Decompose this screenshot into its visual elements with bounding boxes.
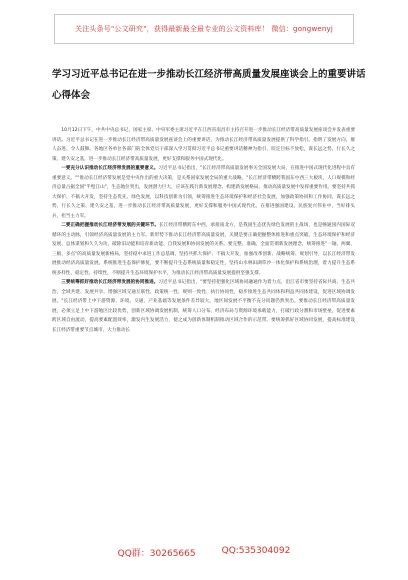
paragraph (52, 126, 355, 164)
footer-qq-group: QQ群：30265665 (117, 549, 196, 559)
paragraph-text: 习近平总书记指出，"长江经济带高质量发展事关全国发展大局，在推进中国式现代化进程中具有重要意义。""推动长江经济带发展是党中央作出的重大决策，是关系国家发展全局的重大战略。"长江经济带横跨我国东中西三大板块，人口规模和经济总量占据全国"半壁江山"，生态地位突出，发展潜力巨大，应该在践行新发展理念、构建新发展格局、推动高质量发展中发挥重要作用。要坚持共抓大保护、不搞大开发，坚持生态优先、绿色发展，以科技创新为引领，统筹推进生态环境保护和经济社会发展，加强政策协同和工作协同，谋长远之势、行长久之策、建久安之基，进一步推动长江经济带高质量发展，更好支撑和服务中国式现代化。在推进强国建设、民族复兴伟业中，当好排头兵，担当主力军。 (52, 166, 355, 219)
paragraph-text: 习近平总书记指出，"要坚持把强化区域协同融通作为着力点，沿江省市要坚持省际共商、生态共治、全域共建、发展共享，增强区域交通互联性、政策统一性、规则一致性、执行协同性，稳步推进生态共同体和利益共同体建设，促进区域协调发展。"长江经济带上中下游资源、环境、交通、产业基础等发展条件差异较大，地区间发展不平衡不充分问题仍然突出。要推动长江经济带高质量发展，必须立足上中下游地区比较优势，创新区域协调发展机制，统筹人口分布、经济布局与资源环境承载能力，打破行政分割和市场壁垒，促进要素跨区域自由流动，提高要素配置效率，激发内生发展活力，使之成为创新体制机制推动区域合作的示范带。要统筹抓好区域协同发展，提高标准建设长江经济带重要节点城市，大力推动长 (52, 280, 355, 333)
paragraph (52, 278, 355, 335)
footer-contact (0, 546, 408, 559)
paragraph-lead: 三要统筹抓好推动长江经济带发展的协同推进。 (61, 280, 159, 285)
document-body (52, 126, 355, 335)
banner-text: 关注头条号"公文研究"，获得最新最全最专业的公文资料库！ 微信：gongwenyj (74, 25, 334, 33)
page-title: 学习习近平总书记在进一步推动长江经济带高质量发展座谈会上的重要讲话心得体会 (52, 69, 366, 101)
paragraph-text: 10月12日下午，中共中央总书记、国家主席、中央军委主席习近平在江西省南昌市主持召开进一步推动长江经济带高质量发展座谈会并发表重要讲话。习近平总书记在进一步推动长江经济带高质量发展座谈会上的重要讲话，为推动长江经济带高质量发展提供了科学指引、指明了发展方向，催人奋进、令人鼓舞。各地区各单位各部门的全体党员干部深入学习贯彻习近平总书记重要讲话精神为指引，咬定目标不放松，谋长远之势、行长久之策、建久安之基，进一步推动长江经济带高质量发展，更好支撑和服务中国式现代化。 (52, 128, 355, 162)
paragraph (52, 221, 355, 278)
paragraph-text: 长江经济带横跨东中西，承接南北方，是我国生态优先绿色发展的主战场，也是畅通国内国际双循环的主动脉，引领经济高质量发展的主力军。新形势下推动长江经济带高质量发展，关键是要正确把握整体推进和重点突破、生态环境保护和经济发展、总体谋划和久久为功、破除旧动能和培育新动能、自我发展和协同发展的关系。要完整、准确、全面贯彻新发展理念，统筹推进"一轴、两翼、三极、多点"的高质量发展新格局，坚持稳中求进工作总基调，坚持共抓大保护、不搞大开发，加强改革创新、战略统筹、规划引导，以长江经济带发展推动经济高质量发展。系统推进生态保护修复，要不断提升生态系统质量和稳定性，坚持山水林田湖草沙一体化保护和系统治理，着力提升生态系统多样性、稳定性、持续性，不断提升生态环境保护水平，为推动长江经济带高质量发展提供坚强支撑。 (52, 223, 355, 276)
paragraph-lead: 一要充分认识推动长江经济带发展的重要意义。 (61, 166, 159, 171)
paragraph-lead: 二要正确把握推动长江经济带发展的关键环节。 (61, 223, 160, 228)
footer-qq: QQ:535304092 (221, 546, 291, 556)
paragraph (52, 164, 355, 221)
header-banner (54, 14, 354, 44)
